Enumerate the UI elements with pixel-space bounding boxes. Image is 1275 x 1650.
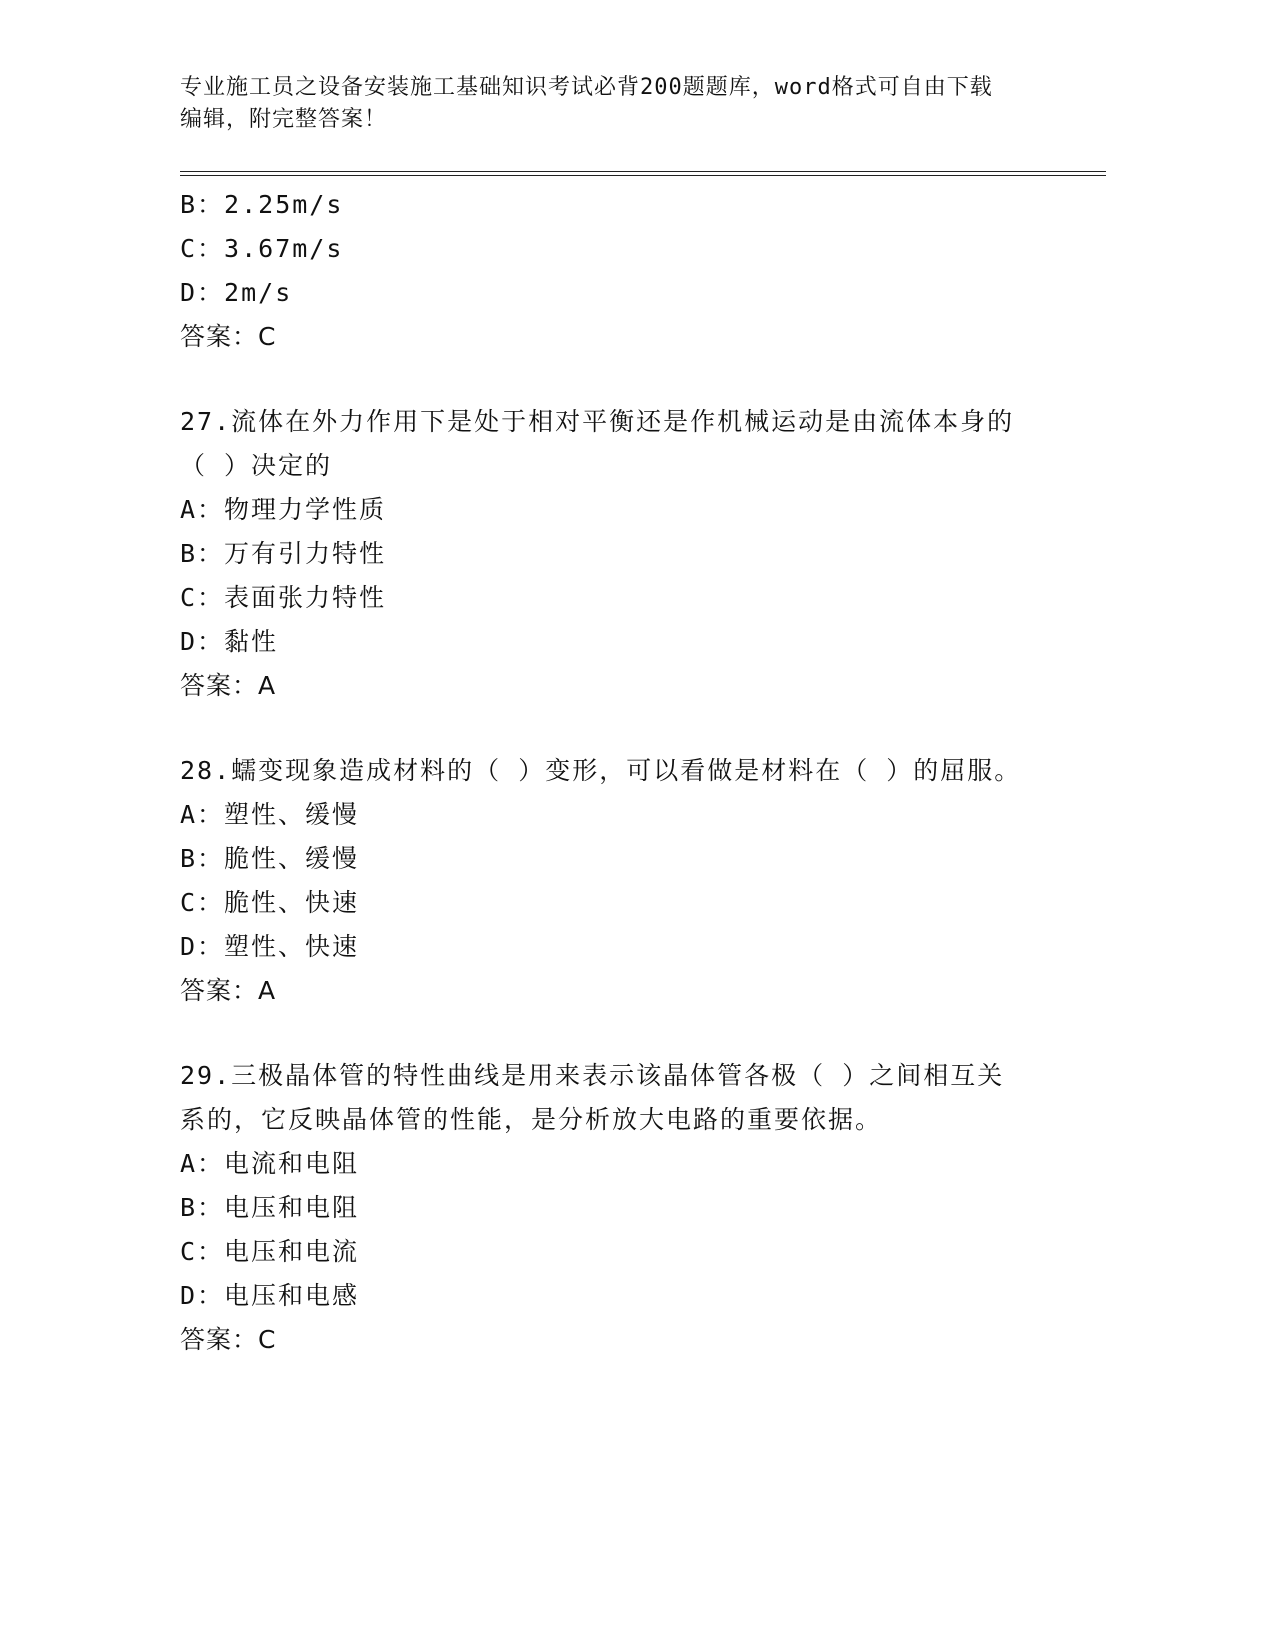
question-stem-line-2: 系的，它反映晶体管的性能，是分析放大电路的重要依据。 <box>180 1105 883 1134</box>
answer-line: 答案：C <box>180 322 277 351</box>
option-b: B：万有引力特性 <box>180 539 387 568</box>
question-spacer <box>180 359 1060 400</box>
option-d: D：黏性 <box>180 627 279 656</box>
question-block-26-continued <box>180 183 1060 359</box>
option-b: B：脆性、缓慢 <box>180 844 360 873</box>
option-a: A：物理力学性质 <box>180 495 387 524</box>
answer-line: 答案：C <box>180 1325 277 1354</box>
option-a: A：电流和电阻 <box>180 1149 360 1178</box>
option-a: A：塑性、缓慢 <box>180 800 360 829</box>
question-stem-line-1: 28.蠕变现象造成材料的（ ）变形，可以看做是材料在（ ）的屈服。 <box>180 756 1022 785</box>
option-d: D：塑性、快速 <box>180 932 360 961</box>
question-block-29 <box>180 1054 1060 1362</box>
question-stem-line-2: （ ）决定的 <box>180 451 333 480</box>
option-c: C：表面张力特性 <box>180 583 387 612</box>
option-c: C：电压和电流 <box>180 1237 360 1266</box>
option-c: C：脆性、快速 <box>180 888 360 917</box>
question-list <box>180 183 1060 1362</box>
question-block-27 <box>180 400 1060 708</box>
question-spacer <box>180 1013 1060 1054</box>
option-c: C：3.67m/s <box>180 234 344 263</box>
question-block-28 <box>180 749 1060 1013</box>
option-b: B：2.25m/s <box>180 190 344 219</box>
header-title-line-1: 专业施工员之设备安装施工基础知识考试必背200题题库，word格式可自由下载 <box>180 75 993 100</box>
question-stem-line-1: 27.流体在外力作用下是处于相对平衡还是作机械运动是由流体本身的 <box>180 407 1015 436</box>
option-b: B：电压和电阻 <box>180 1193 360 1222</box>
answer-line: 答案：A <box>180 671 277 700</box>
question-stem-line-1: 29.三极晶体管的特性曲线是用来表示该晶体管各极（ ）之间相互关 <box>180 1061 1005 1090</box>
option-d: D：2m/s <box>180 278 293 307</box>
header-divider-thin <box>180 171 1106 172</box>
option-d: D：电压和电感 <box>180 1281 360 1310</box>
answer-line: 答案：A <box>180 976 277 1005</box>
document-header <box>180 72 1040 136</box>
question-spacer <box>180 708 1060 749</box>
header-divider-thick <box>180 175 1106 176</box>
header-title-line-2: 编辑，附完整答案！ <box>180 107 388 132</box>
